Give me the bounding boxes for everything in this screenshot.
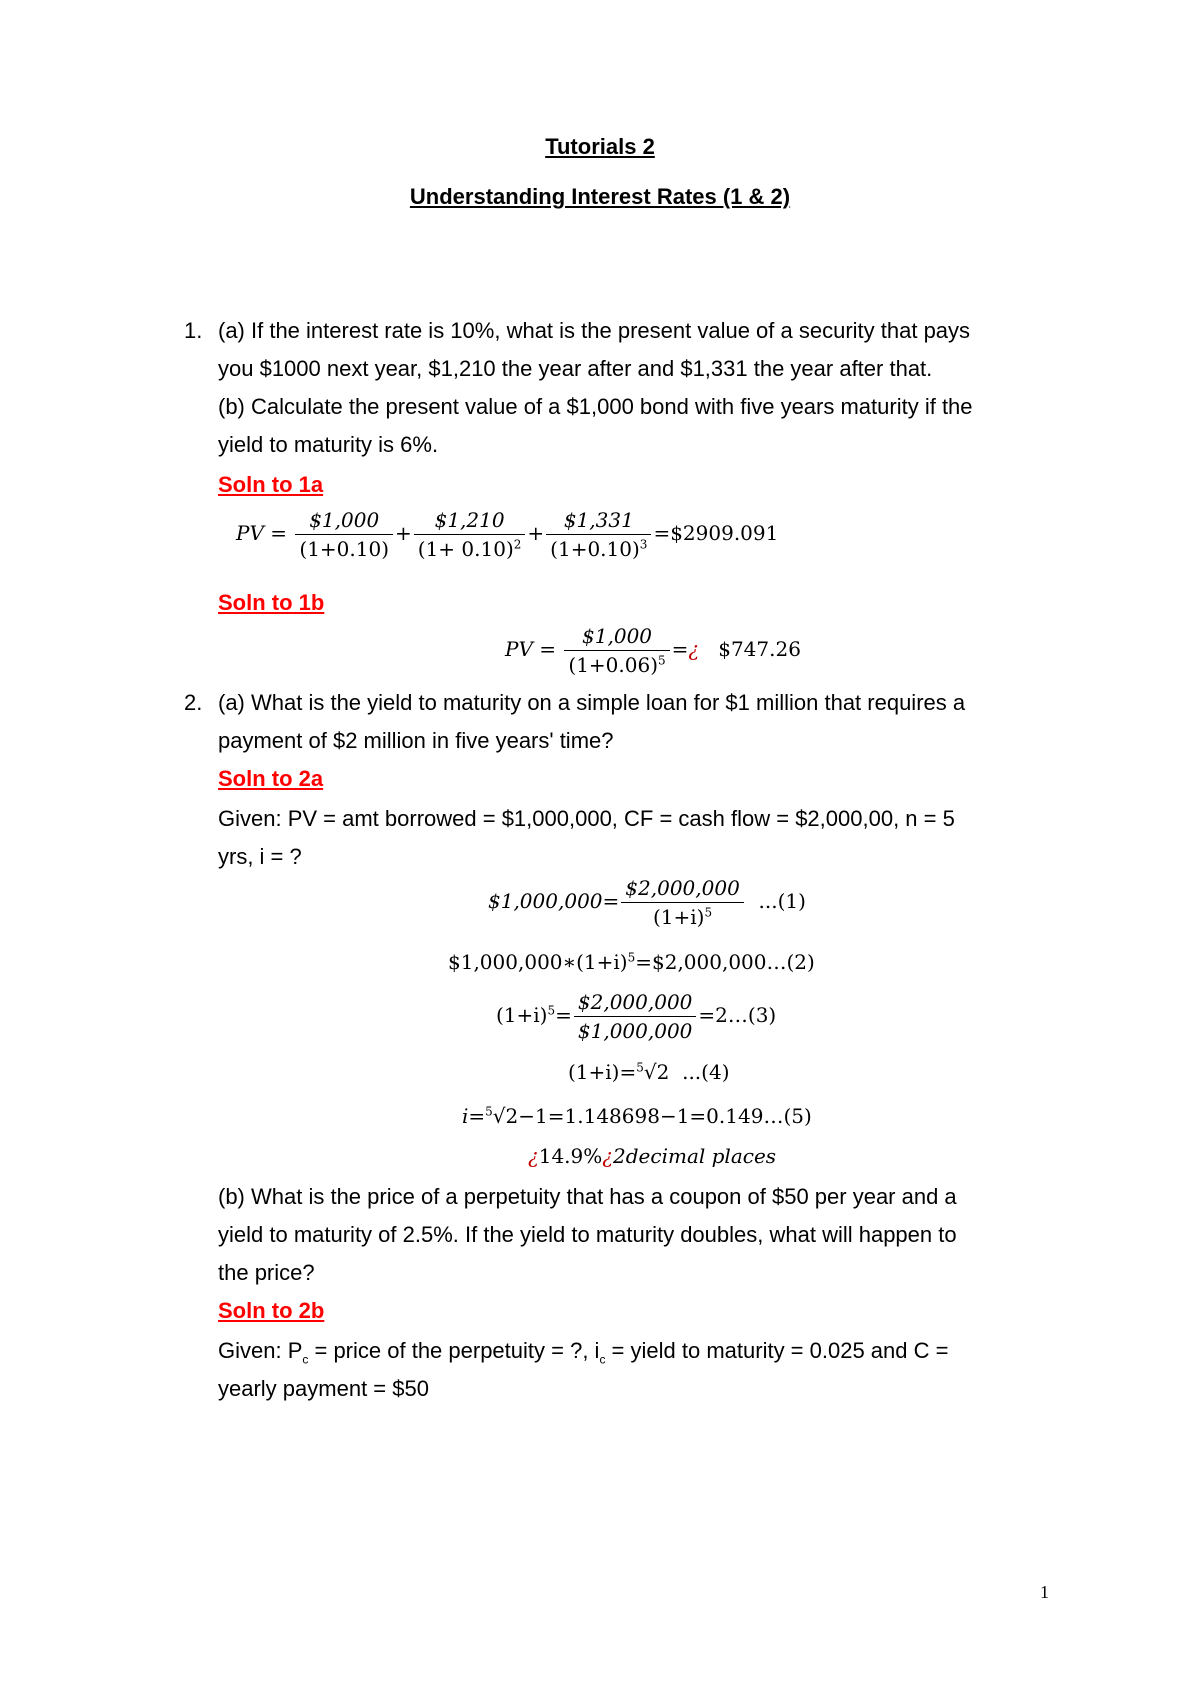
eq2a1-fraction: $\frac{\$2,000,000}{(1+i)^5}$: [621, 876, 744, 929]
equation-2a-step3: $(1+i)^5=$ $\frac{\$2,000,000}{\$1,000,000}$ =2…(3): [496, 990, 777, 1043]
equation-2a-result: ¿14.9%¿2decimal places: [528, 1144, 777, 1168]
q2b-given-line2: yearly payment = $50: [218, 1376, 429, 1401]
soln-1b-heading: Soln to 1b: [218, 590, 325, 615]
q1a-text-line2: you $1000 next year, $1,210 the year after and $1,331 the year after that.: [218, 356, 933, 381]
eq1b-fraction: $\frac{\$1,000}{(1+0.06)^5}$: [564, 624, 669, 677]
q2a-text-line2: payment of $2 million in five years' time?: [218, 728, 614, 753]
eq1a-fraction-1: $\frac{\$1,000}{(1+0.10)}$: [295, 508, 393, 561]
page-title: Tutorials 2: [545, 134, 655, 159]
q2a-given-line2: yrs, i = ?: [218, 844, 302, 869]
q2a-text-line1: (a) What is the yield to maturity on a simple loan for $1 million that requires a: [218, 690, 966, 715]
q2a-given-line1: Given: PV = amt borrowed = $1,000,000, CF = cash flow = $2,000,00, n = 5: [218, 806, 955, 831]
page-subtitle: Understanding Interest Rates (1 & 2): [409, 184, 791, 209]
eq1b-glyph: ¿: [688, 637, 700, 661]
question-1-number: 1.: [184, 318, 203, 343]
eq2a3-fraction: $\frac{\$2,000,000}{\$1,000,000}$: [574, 990, 697, 1043]
equation-2a-step1: $1,000,000= $\frac{\$2,000,000}{(1+i)^5}$ ...(1): [488, 876, 806, 929]
q1b-text-line2: yield to maturity is 6%.: [218, 432, 439, 457]
eq1b-result: $747.26: [718, 637, 801, 661]
eq1a-result: =$2909.091: [653, 521, 779, 545]
page-number: 1: [1040, 1582, 1049, 1602]
q2b-given-line1: Given: $P_c$ = price of the perpetuity = ?, $i_c$ = yield to maturity = 0.025 and C =: [218, 1338, 949, 1367]
soln-1a-heading: Soln to 1a: [218, 472, 324, 497]
equation-2a-step2: $\$1,000,000∗(1+i)^5=\$2,000,000\dots(2)$: [448, 950, 815, 974]
eq1a-lhs: PV: [236, 521, 264, 545]
q2b-text-line3: the price?: [218, 1260, 315, 1285]
eq1a-fraction-3: $\frac{\$1,331}{(1+0.10)^3}$: [546, 508, 651, 561]
soln-2a-heading: Soln to 2a: [218, 766, 324, 791]
q2b-text-line1: (b) What is the price of a perpetuity that has a coupon of $50 per year and a: [218, 1184, 957, 1209]
equation-2a-step5: i=$^5$√2−1=1.148698−1=0.149…(5): [462, 1104, 812, 1128]
equation-2a-step4: (1+i)=$^5$√2 ...(4): [568, 1060, 730, 1084]
equation-1a: PV = $\frac{\$1,000}{(1+0.10)}$ + $\frac{\$1,210}{(1+ 0.10)^2}$ + $\frac{\$1,331}{(1+0.10)^3}$ =$2909.091: [236, 508, 779, 561]
question-2-number: 2.: [184, 690, 203, 715]
soln-2b-heading: Soln to 2b: [218, 1298, 325, 1323]
q2b-text-line2: yield to maturity of 2.5%. If the yield to maturity doubles, what will happen to: [218, 1222, 957, 1247]
q1b-text-line1: (b) Calculate the present value of a $1,000 bond with five years maturity if the: [218, 394, 973, 419]
equation-1b: PV = $\frac{\$1,000}{(1+0.06)^5}$ =¿ $747.26: [505, 624, 801, 677]
q1a-text-line1: (a) If the interest rate is 10%, what is the present value of a security that pays: [218, 318, 971, 343]
eq1a-fraction-2: $\frac{\$1,210}{(1+ 0.10)^2}$: [414, 508, 526, 561]
